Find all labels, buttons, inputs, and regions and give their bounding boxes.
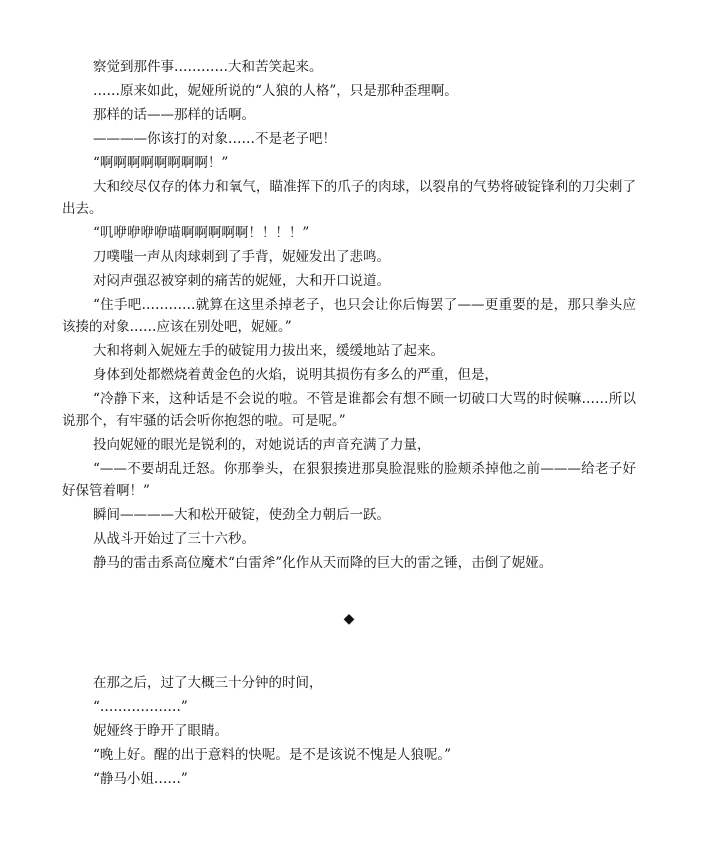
paragraph: ……原来如此，妮娅所说的“人狼的人格”，只是那种歪理啊。	[93, 83, 458, 99]
paragraph: 那样的话——那样的话啊。	[93, 107, 255, 123]
paragraph: 从战斗开始过了三十六秒。	[93, 531, 255, 547]
paragraph: 在那之后，过了大概三十分钟的时间，	[93, 675, 323, 691]
paragraph: 身体到处都燃烧着黄金色的火焰，说明其损伤有多么的严重，但是，	[93, 367, 498, 383]
paragraph: 大和绞尽仅存的体力和氧气，瞄准挥下的爪子的肉球，以裂帛的气势将破锭锋利的刀尖刺了出去。	[62, 179, 636, 217]
paragraph: “晚上好。醒的出于意料的快呢。是不是该说不愧是人狼呢。”	[93, 747, 452, 763]
paragraph: 妮娅终于睁开了眼睛。	[93, 723, 228, 739]
document-page	[62, 56, 636, 792]
paragraph: 大和将刺入妮娅左手的破锭用力拔出来，缓缓地站了起来。	[93, 343, 444, 359]
paragraph: 投向妮娅的眼光是锐利的，对她说话的声音充满了力量，	[93, 437, 431, 453]
paragraph: 察觉到那件事…………大和苦笑起来。	[93, 59, 323, 75]
paragraph: “………………”	[93, 699, 188, 715]
paragraph: “——不要胡乱迁怒。你那拳头，在狠狠揍进那臭脸混账的脸颊杀掉他之前———给老子好好保管着啊！”	[62, 461, 636, 499]
paragraph: “叽咿咿咿咿喵啊啊啊啊啊！！！！”	[93, 225, 310, 241]
paragraph: 静马的雷击系高位魔术“白雷斧”化作从天而降的巨大的雷之锤，击倒了妮娅。	[93, 555, 553, 571]
paragraph: “住手吧…………就算在这里杀掉老子，也只会让你后悔罢了——更重要的是，那只拳头应该揍的对象……应该在别处吧，妮娅。”	[62, 297, 636, 335]
paragraph: “冷静下来，这种话是不会说的啦。不管是谁都会有想不顾一切破口大骂的时候嘛……所以说那个，有牢骚的话会听你抱怨的啦。可是呢。”	[62, 391, 636, 429]
paragraph: 对闷声强忍被穿刺的痛苦的妮娅，大和开口说道。	[93, 273, 390, 289]
section-1	[62, 56, 636, 574]
paragraph: “静马小姐……”	[93, 771, 188, 787]
paragraph: “啊啊啊啊啊啊啊啊！”	[93, 155, 229, 171]
section-separator-diamond: ◆	[343, 611, 355, 627]
paragraph: ————你该打的对象……不是老子吧！	[93, 131, 336, 147]
section-2	[62, 672, 636, 790]
paragraph: 瞬间————大和松开破锭，使劲全力朝后一跃。	[93, 507, 390, 523]
paragraph: 刀噗嗤一声从肉球刺到了手背，妮娅发出了悲鸣。	[93, 249, 390, 265]
